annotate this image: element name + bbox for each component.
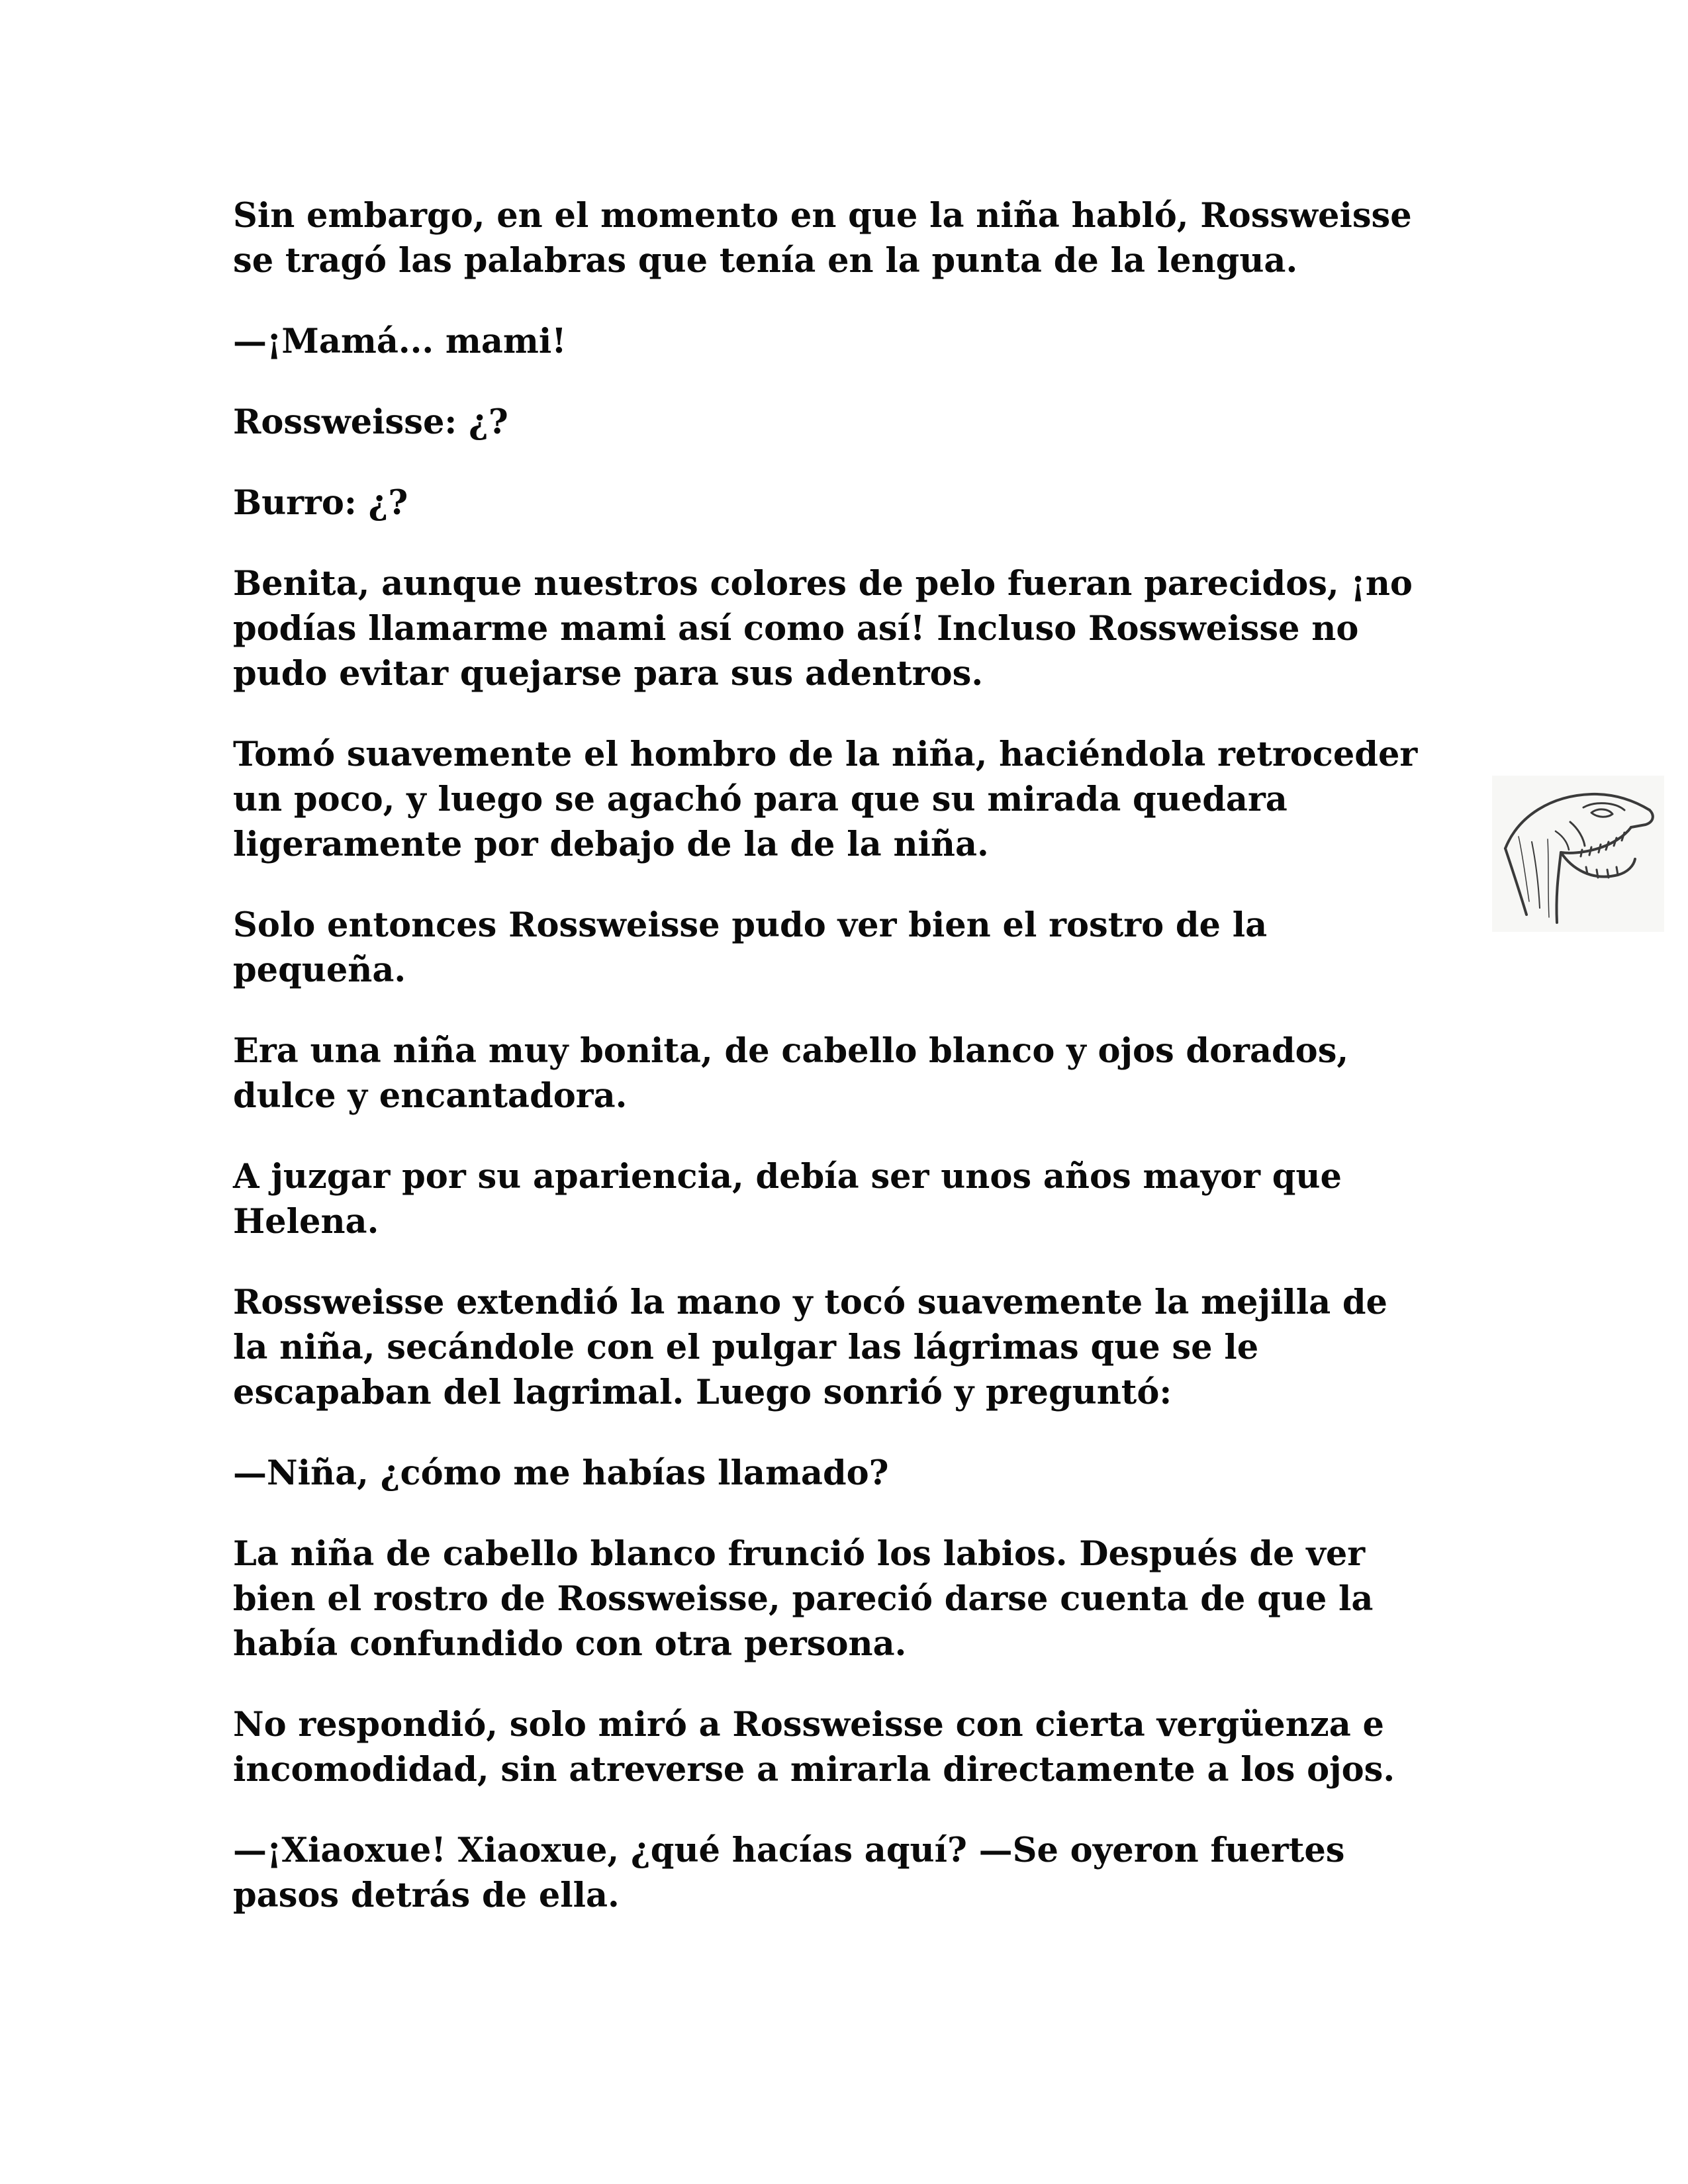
- paragraph: —Niña, ¿cómo me habías llamado?: [233, 1453, 889, 1493]
- paragraph: —¡Mamá... mami!: [233, 322, 567, 361]
- paragraph: Benita, aunque nuestros colores de pelo fueran parecidos, ¡no podías llamarme mami así como así! Incluso Rossweisse no pudo evitar quejarse para sus adentros.: [233, 564, 1413, 694]
- paragraph: A juzgar por su apariencia, debía ser unos años mayor que Helena.: [233, 1157, 1342, 1242]
- paragraph: Sin embargo, en el momento en que la niña habló, Rossweisse se tragó las palabras que tenía en la punta de la lengua.: [233, 196, 1412, 281]
- document-body: [233, 193, 1477, 1954]
- paragraph: Burro: ¿?: [233, 483, 408, 523]
- paragraph: Rossweisse: ¿?: [233, 402, 508, 442]
- paragraph: La niña de cabello blanco frunció los labios. Después de ver bien el rostro de Rossweisse, pareció darse cuenta de que la había confundido con otra persona.: [233, 1534, 1374, 1664]
- paragraph: Tomó suavemente el hombro de la niña, haciéndola retroceder un poco, y luego se agachó para que su mirada quedara ligeramente por debajo de la de la niña.: [233, 735, 1418, 864]
- paragraph: Solo entonces Rossweisse pudo ver bien el rostro de la pequeña.: [233, 905, 1268, 990]
- paragraph: Era una niña muy bonita, de cabello blanco y ojos dorados, dulce y encantadora.: [233, 1031, 1349, 1116]
- paragraph: No respondió, solo miró a Rossweisse con cierta vergüenza e incomodidad, sin atreverse a mirarla directamente a los ojos.: [233, 1705, 1395, 1790]
- dinosaur-head-sketch-icon: [1492, 776, 1664, 932]
- paragraph: Rossweisse extendió la mano y tocó suavemente la mejilla de la niña, secándole con el pulgar las lágrimas que se le escapaban del lagrimal. Luego sonrió y preguntó:: [233, 1283, 1387, 1412]
- paragraph: —¡Xiaoxue! Xiaoxue, ¿qué hacías aquí? —Se oyeron fuertes pasos detrás de ella.: [233, 1831, 1345, 1915]
